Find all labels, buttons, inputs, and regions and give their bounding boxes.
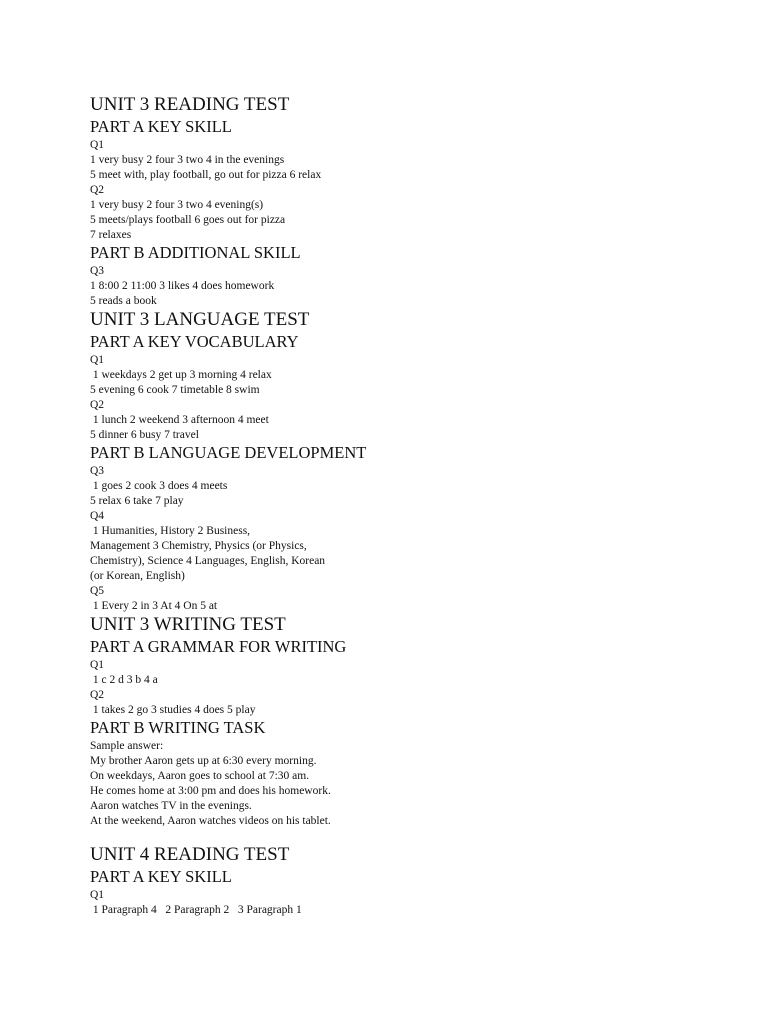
answer-line: 5 reads a book	[90, 295, 157, 307]
answer-line: 1 Every 2 in 3 At 4 On 5 at	[90, 600, 218, 612]
unit-heading: UNIT 4 READING TEST	[90, 844, 290, 865]
answer-line: 1 lunch 2 weekend 3 afternoon 4 meet	[90, 414, 269, 426]
part-heading: PART A KEY VOCABULARY	[90, 332, 299, 351]
answer-line: Q1	[90, 354, 105, 366]
answer-line: 1 Paragraph 4 2 Paragraph 2 3 Paragraph 1	[90, 904, 302, 916]
answer-line: Q1	[90, 139, 105, 151]
answer-key-document	[90, 94, 730, 918]
answer-line: Sample answer:	[90, 740, 164, 752]
answer-line: (or Korean, English)	[90, 570, 185, 582]
answer-line: Aaron watches TV in the evenings.	[90, 800, 252, 812]
answer-line: 1 very busy 2 four 3 two 4 evening(s)	[90, 199, 264, 211]
answer-line: 1 very busy 2 four 3 two 4 in the evenings	[90, 154, 285, 166]
answer-line: Q3	[90, 265, 105, 277]
answer-line: 5 relax 6 take 7 play	[90, 495, 184, 507]
answer-line: Q3	[90, 465, 105, 477]
answer-line: 1 weekdays 2 get up 3 morning 4 relax	[90, 369, 272, 381]
part-heading: PART A KEY SKILL	[90, 867, 232, 886]
answer-line: Chemistry), Science 4 Languages, English, Korean	[90, 555, 326, 567]
part-heading: PART B LANGUAGE DEVELOPMENT	[90, 443, 367, 462]
blank-line	[90, 829, 730, 844]
answer-line: Q1	[90, 659, 105, 671]
answer-line: At the weekend, Aaron watches videos on his tablet.	[90, 815, 331, 827]
part-heading: PART A KEY SKILL	[90, 117, 232, 136]
answer-line: Q1	[90, 889, 105, 901]
answer-line: 1 c 2 d 3 b 4 a	[90, 674, 158, 686]
answer-line: On weekdays, Aaron goes to school at 7:30 am.	[90, 770, 310, 782]
answer-line: 5 meets/plays football 6 goes out for pizza	[90, 214, 286, 226]
answer-line: Q5	[90, 585, 105, 597]
answer-line: 1 8:00 2 11:00 3 likes 4 does homework	[90, 280, 275, 292]
unit-heading: UNIT 3 READING TEST	[90, 94, 290, 115]
answer-line: Q2	[90, 184, 105, 196]
answer-line: Management 3 Chemistry, Physics (or Physics,	[90, 540, 307, 552]
answer-line: 5 meet with, play football, go out for pizza 6 relax	[90, 169, 322, 181]
answer-line: Q2	[90, 399, 105, 411]
answer-line: 5 dinner 6 busy 7 travel	[90, 429, 199, 441]
answer-line: 1 goes 2 cook 3 does 4 meets	[90, 480, 228, 492]
answer-line: He comes home at 3:00 pm and does his homework.	[90, 785, 331, 797]
answer-line: 7 relaxes	[90, 229, 132, 241]
answer-line: Q2	[90, 689, 105, 701]
answer-line: 1 takes 2 go 3 studies 4 does 5 play	[90, 704, 256, 716]
part-heading: PART A GRAMMAR FOR WRITING	[90, 637, 347, 656]
part-heading: PART B ADDITIONAL SKILL	[90, 243, 301, 262]
unit-heading: UNIT 3 LANGUAGE TEST	[90, 309, 310, 330]
unit-heading: UNIT 3 WRITING TEST	[90, 614, 286, 635]
answer-line: 5 evening 6 cook 7 timetable 8 swim	[90, 384, 260, 396]
answer-line: Q4	[90, 510, 105, 522]
answer-line: My brother Aaron gets up at 6:30 every morning.	[90, 755, 317, 767]
answer-line: 1 Humanities, History 2 Business,	[90, 525, 251, 537]
part-heading: PART B WRITING TASK	[90, 718, 266, 737]
